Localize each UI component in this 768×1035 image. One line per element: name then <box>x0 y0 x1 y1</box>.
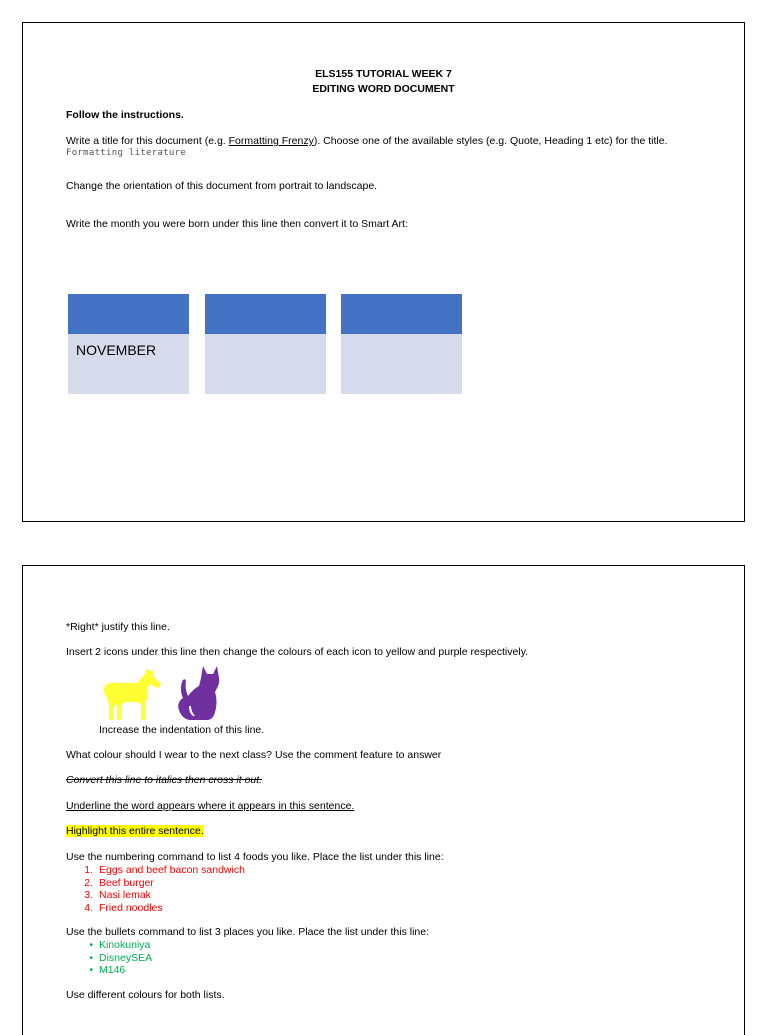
document-page-1 <box>22 22 745 522</box>
list-item: • DisneySEA <box>77 952 152 965</box>
smartart-box-1-header <box>68 294 189 334</box>
document-title-line-2: EDITING WORD DOCUMENT <box>312 83 455 95</box>
foods-numbered-list <box>77 864 245 915</box>
horse-icon[interactable] <box>101 664 163 722</box>
list-item: • Kinokuniya <box>77 939 152 952</box>
underline-line: Underline the word appears where it appears in this sentence. <box>66 800 355 812</box>
document-title-line-1: ELS155 TUTORIAL WEEK 7 <box>315 68 452 80</box>
places-bulleted-list <box>77 939 152 977</box>
colour-question: What colour should I wear to the next class? Use the comment feature to answer <box>66 749 442 761</box>
smartart-box-3-header <box>341 294 462 334</box>
title-instruction-part-a: Write a title for this document (e.g. <box>66 135 229 147</box>
list-item: 2. Beef burger <box>84 876 154 889</box>
instructions-heading: Follow the instructions. <box>66 109 184 121</box>
title-instruction-part-b: ). Choose one of the available styles (e.g. Quote, Heading 1 etc) for the title. <box>313 135 668 147</box>
orientation-instruction: Change the orientation of this document from portrait to landscape. <box>66 180 378 192</box>
bullet-icon: • <box>89 964 93 977</box>
smartart-box-2[interactable] <box>205 294 326 394</box>
smartart-box-2-body <box>205 334 326 394</box>
right-justify-line: *Right* justify this line. <box>66 621 170 633</box>
icons-instruction: Insert 2 icons under this line then change the colours of each icon to yellow and purple respectively. <box>66 646 529 658</box>
document-page-2 <box>22 565 745 1035</box>
italic-strikethrough-line: Convert this line to italics then cross it out. <box>66 774 263 786</box>
numbering-instruction: Use the numbering command to list 4 foods you like. Place the list under this line: <box>66 851 444 863</box>
different-colours-line: Use different colours for both lists. <box>66 989 225 1001</box>
highlight-line <box>66 825 204 838</box>
smartart-box-3-body <box>341 334 462 394</box>
list-item: 1. Eggs and beef bacon sandwich <box>84 864 245 876</box>
smartart-box-3[interactable] <box>341 294 462 394</box>
list-item: • M146 <box>77 964 152 977</box>
smartart-box-1-body <box>68 334 189 394</box>
bullets-instruction: Use the bullets command to list 3 places you like. Place the list under this line: <box>66 926 430 938</box>
bullet-icon: • <box>89 939 93 951</box>
title-answer: Formatting literature <box>66 148 187 158</box>
list-item: 3. Nasi lemak <box>84 889 151 902</box>
title-instruction <box>66 135 668 148</box>
list-item: 4. Fried noodles <box>84 902 163 915</box>
highlighted-sentence: Highlight this entire sentence. <box>66 825 204 837</box>
smartart-box-1-text: NOVEMBER <box>76 342 157 358</box>
month-instruction: Write the month you were born under this line then convert it to Smart Art: <box>66 218 408 230</box>
title-example-link: Formatting Frenzy <box>228 135 314 147</box>
indentation-line: Increase the indentation of this line. <box>99 724 265 736</box>
smartart-box-1[interactable] <box>68 294 189 394</box>
cat-icon[interactable] <box>173 662 221 722</box>
smartart-box-2-header <box>205 294 326 334</box>
bullet-icon: • <box>89 951 93 964</box>
